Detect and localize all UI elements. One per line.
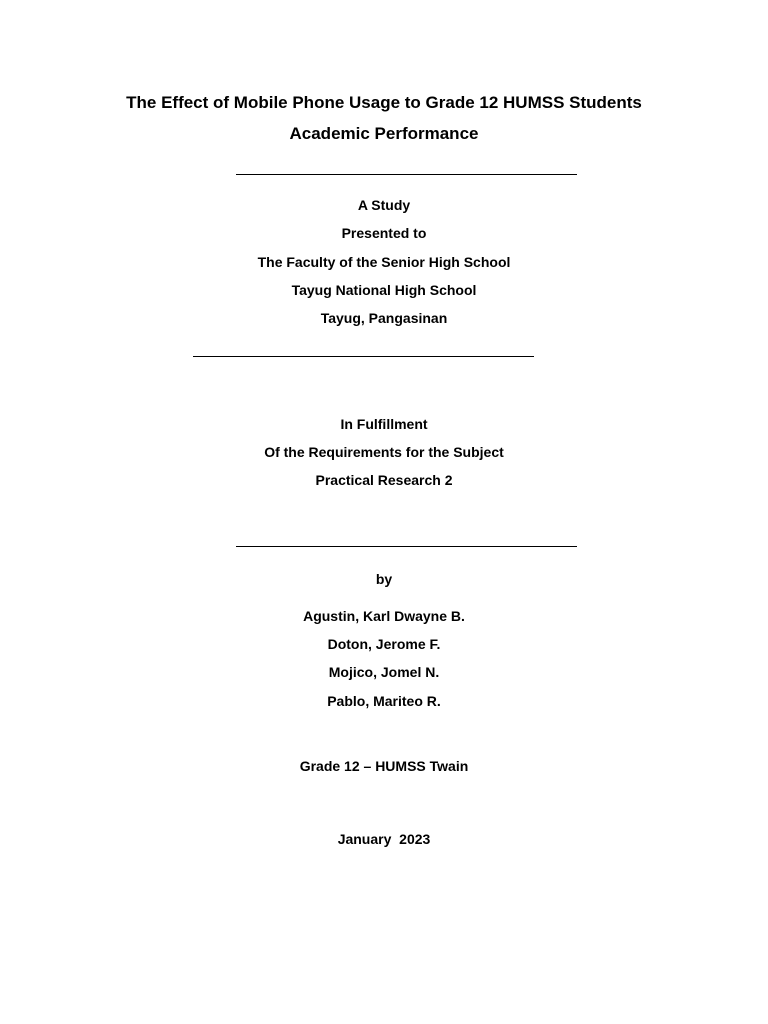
study-label: A Study	[357, 197, 411, 213]
divider-rule	[236, 546, 577, 547]
author-name: Pablo, Mariteo R.	[327, 693, 441, 709]
presented-to-label: Presented to	[341, 225, 427, 241]
submission-date: January 2023	[337, 831, 431, 847]
faculty-line: The Faculty of the Senior High School	[257, 254, 511, 270]
divider-rule	[236, 174, 577, 175]
divider-rule	[193, 356, 534, 357]
author-name: Agustin, Karl Dwayne B.	[303, 608, 465, 624]
subject-name: Practical Research 2	[315, 472, 453, 488]
title-line-2: Academic Performance	[289, 124, 479, 143]
school-location: Tayug, Pangasinan	[320, 310, 448, 326]
fulfillment-line-1: In Fulfillment	[340, 416, 428, 432]
by-label: by	[375, 571, 393, 587]
title-line-1: The Effect of Mobile Phone Usage to Grade 12 HUMSS Students	[126, 93, 642, 112]
fulfillment-line-2: Of the Requirements for the Subject	[264, 444, 504, 460]
school-name: Tayug National High School	[291, 282, 477, 298]
author-name: Mojico, Jomel N.	[328, 664, 440, 680]
grade-section: Grade 12 – HUMSS Twain	[299, 758, 469, 774]
author-name: Doton, Jerome F.	[327, 636, 441, 652]
